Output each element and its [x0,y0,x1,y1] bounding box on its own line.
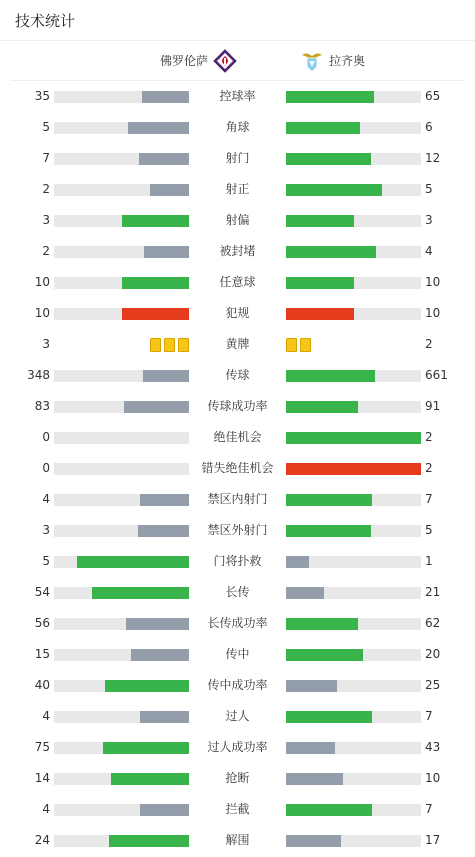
home-stat-bar [54,122,189,134]
away-stat-value: 12 [425,151,441,165]
stat-row [0,608,475,639]
home-stat-value: 15 [34,647,50,661]
yellow-card-icon [178,338,189,352]
stat-label: 黄牌 [225,337,250,351]
stat-label: 门将扑救 [213,554,262,568]
stat-label: 抢断 [225,771,250,785]
home-stat-bar-fill [103,742,189,754]
home-stat-value: 14 [34,771,50,785]
home-stat-bar [54,308,189,320]
away-stat-bar [286,215,421,227]
home-stat-bar [54,463,189,475]
home-stat-bar-fill [140,494,189,506]
stat-row [0,825,475,856]
home-stat-bar [54,370,189,382]
stat-row [0,298,475,329]
away-stat-bar [286,277,421,289]
away-stat-bar [286,649,421,661]
away-stat-value: 25 [425,678,441,692]
home-stat-bar-fill [122,308,190,320]
away-stat-value: 43 [425,740,441,754]
home-stat-bar-fill [92,587,189,599]
away-stat-bar-fill [286,804,372,816]
away-stat-bar-fill [286,122,360,134]
away-stat-value: 65 [425,89,441,103]
home-stat-bar [54,184,189,196]
page-title: 技术统计 [15,11,76,30]
home-stat-value: 35 [34,89,50,103]
home-stat-bar-fill [150,184,189,196]
stat-label: 长传 [225,585,250,599]
yellow-card-icon [150,338,161,352]
away-stat-bar-fill [286,246,376,258]
home-stat-value: 10 [34,306,50,320]
stat-label: 射偏 [225,213,250,227]
home-stat-value: 348 [27,368,50,382]
stat-row [0,701,475,732]
away-team-name: 拉齐奥 [329,54,366,68]
home-stat-bar-fill [138,525,189,537]
home-stat-bar-fill [109,835,189,847]
home-stat-value: 0 [42,430,50,444]
away-stat-value: 10 [425,275,441,289]
away-stat-bar [286,184,421,196]
stat-row [0,763,475,794]
home-stat-bar-fill [126,618,189,630]
home-stat-value: 5 [42,120,50,134]
away-stat-bar [286,742,421,754]
away-stat-bar-fill [286,184,382,196]
away-stat-bar-fill [286,153,371,165]
away-stat-bar [286,804,421,816]
home-stat-value: 4 [42,492,50,506]
away-stat-bar [286,618,421,630]
stat-label: 角球 [225,120,250,134]
stat-row [0,670,475,701]
stat-label: 绝佳机会 [213,430,262,444]
home-stat-bar [54,804,189,816]
stat-row [0,267,475,298]
stat-row [0,360,475,391]
stat-row [0,546,475,577]
away-stat-bar-fill [286,91,374,103]
away-stat-bar-fill [286,587,324,599]
away-stat-bar-fill [286,711,372,723]
away-stat-bar-fill [286,835,341,847]
away-stat-value: 10 [425,771,441,785]
away-stat-bar-fill [286,649,363,661]
home-stat-bar-fill [142,91,189,103]
away-stat-value: 7 [425,802,433,816]
stat-row [0,515,475,546]
away-stat-bar [286,308,421,320]
away-stat-bar [286,773,421,785]
fiorentina-logo-icon [213,49,237,73]
stat-label: 禁区外射门 [207,523,268,537]
stat-label: 长传成功率 [207,616,268,630]
stat-row [0,112,475,143]
away-stat-bar-fill [286,432,421,444]
away-stat-value: 5 [425,523,433,537]
home-stat-bar [54,711,189,723]
stat-label: 拦截 [225,802,250,816]
yellow-card-icon [164,338,175,352]
home-team [10,49,237,73]
stat-label: 射正 [225,182,250,196]
away-stat-bar [286,463,421,475]
yellow-card-icon [286,338,297,352]
away-stat-value: 2 [425,461,433,475]
stat-row [0,577,475,608]
stat-row [0,174,475,205]
home-stat-value: 2 [42,244,50,258]
away-stat-bar [286,587,421,599]
home-stat-value: 0 [42,461,50,475]
page-header [0,0,475,41]
away-stat-value: 10 [425,306,441,320]
home-stat-bar [54,525,189,537]
lazio-logo-icon [300,49,324,73]
home-stat-bar [54,649,189,661]
home-stat-value: 3 [42,337,50,351]
stat-label: 被封堵 [219,244,256,258]
home-stat-bar-fill [111,773,189,785]
stat-row [0,236,475,267]
away-stat-bar-fill [286,277,354,289]
away-stat-bar-fill [286,525,371,537]
teams-row [10,41,465,81]
away-stat-bar [286,432,421,444]
away-stat-value: 7 [425,492,433,506]
stat-label: 控球率 [219,89,256,103]
home-stat-bar [54,215,189,227]
stat-row [0,422,475,453]
away-stat-bar-fill [286,401,358,413]
away-stat-value: 4 [425,244,433,258]
home-stat-value: 56 [34,616,50,630]
home-stat-value: 10 [34,275,50,289]
home-stat-bar [54,432,189,444]
away-stat-value: 7 [425,709,433,723]
away-stat-value: 17 [425,833,441,847]
away-stat-bar-fill [286,463,421,475]
away-stat-bar-fill [286,618,358,630]
home-stat-bar-fill [77,556,189,568]
stat-row [0,205,475,236]
away-stat-bar-fill [286,494,372,506]
away-stat-bar [286,122,421,134]
home-stat-bar-fill [131,649,189,661]
home-stat-bar [54,277,189,289]
home-team-name: 佛罗伦萨 [159,54,208,68]
away-stat-bar [286,370,421,382]
home-stat-bar-fill [140,711,189,723]
stats-list [0,81,475,856]
away-stat-value: 6 [425,120,433,134]
home-yellow-cards [0,338,189,352]
home-stat-bar-fill [124,401,189,413]
home-stat-bar [54,556,189,568]
stat-row [0,143,475,174]
home-stat-value: 54 [34,585,50,599]
away-stat-value: 2 [425,430,433,444]
away-stat-bar-fill [286,556,309,568]
away-stat-bar-fill [286,773,343,785]
stat-label: 过人 [225,709,250,723]
away-stat-value: 21 [425,585,441,599]
stat-row [0,81,475,112]
stat-label: 任意球 [219,275,256,289]
home-stat-bar [54,246,189,258]
away-stat-value: 20 [425,647,441,661]
home-stat-value: 3 [42,523,50,537]
home-stat-bar-fill [122,277,190,289]
away-stat-bar-fill [286,742,335,754]
away-stat-value: 3 [425,213,433,227]
home-stat-bar-fill [140,804,189,816]
away-stat-bar-fill [286,370,375,382]
stat-row [0,794,475,825]
stat-label: 解围 [225,833,250,847]
home-stat-bar-fill [144,246,189,258]
away-stat-bar [286,91,421,103]
home-stat-bar [54,153,189,165]
away-stat-bar-fill [286,680,337,692]
yellow-card-icon [300,338,311,352]
stat-label: 传球成功率 [207,399,268,413]
away-stat-bar [286,153,421,165]
home-stat-value: 4 [42,709,50,723]
stat-row [0,453,475,484]
home-stat-value: 75 [34,740,50,754]
home-stat-bar [54,494,189,506]
away-stat-bar [286,525,421,537]
home-stat-value: 40 [34,678,50,692]
stat-label: 禁区内射门 [207,492,268,506]
home-stat-bar-fill [139,153,189,165]
away-yellow-cards [286,338,311,352]
stat-row [0,639,475,670]
home-stat-bar [54,587,189,599]
stat-label: 传中成功率 [207,678,268,692]
home-stat-bar [54,680,189,692]
away-stat-bar [286,494,421,506]
away-stat-bar-fill [286,215,354,227]
stat-row [0,391,475,422]
away-stat-value: 2 [425,337,433,351]
away-stat-value: 1 [425,554,433,568]
home-stat-bar-fill [128,122,189,134]
away-stat-bar [286,835,421,847]
away-stat-bar [286,711,421,723]
away-stat-bar [286,680,421,692]
home-stat-value: 83 [34,399,50,413]
home-stat-bar-fill [122,215,190,227]
home-stat-bar [54,835,189,847]
home-stat-bar [54,618,189,630]
away-stat-bar [286,556,421,568]
away-stat-bar [286,246,421,258]
home-stat-value: 5 [42,554,50,568]
home-stat-bar-fill [143,370,189,382]
away-stat-value: 5 [425,182,433,196]
home-stat-bar-fill [105,680,189,692]
away-stat-value: 91 [425,399,441,413]
home-stat-bar [54,401,189,413]
stat-label: 传中 [225,647,250,661]
home-stat-value: 2 [42,182,50,196]
home-stat-value: 24 [34,833,50,847]
home-stat-bar [54,742,189,754]
away-stat-value: 661 [425,368,448,382]
stat-label: 射门 [225,151,250,165]
stat-row [0,329,475,360]
home-stat-value: 3 [42,213,50,227]
away-team [300,49,370,73]
stat-label: 传球 [225,368,250,382]
home-stat-bar [54,773,189,785]
stat-row [0,732,475,763]
stat-label: 犯规 [225,306,250,320]
home-stat-bar [54,91,189,103]
stat-label: 错失绝佳机会 [201,461,274,475]
stat-label: 过人成功率 [207,740,268,754]
home-stat-value: 7 [42,151,50,165]
stat-row [0,484,475,515]
away-stat-bar [286,401,421,413]
away-stat-value: 62 [425,616,441,630]
home-stat-value: 4 [42,802,50,816]
away-stat-bar-fill [286,308,354,320]
